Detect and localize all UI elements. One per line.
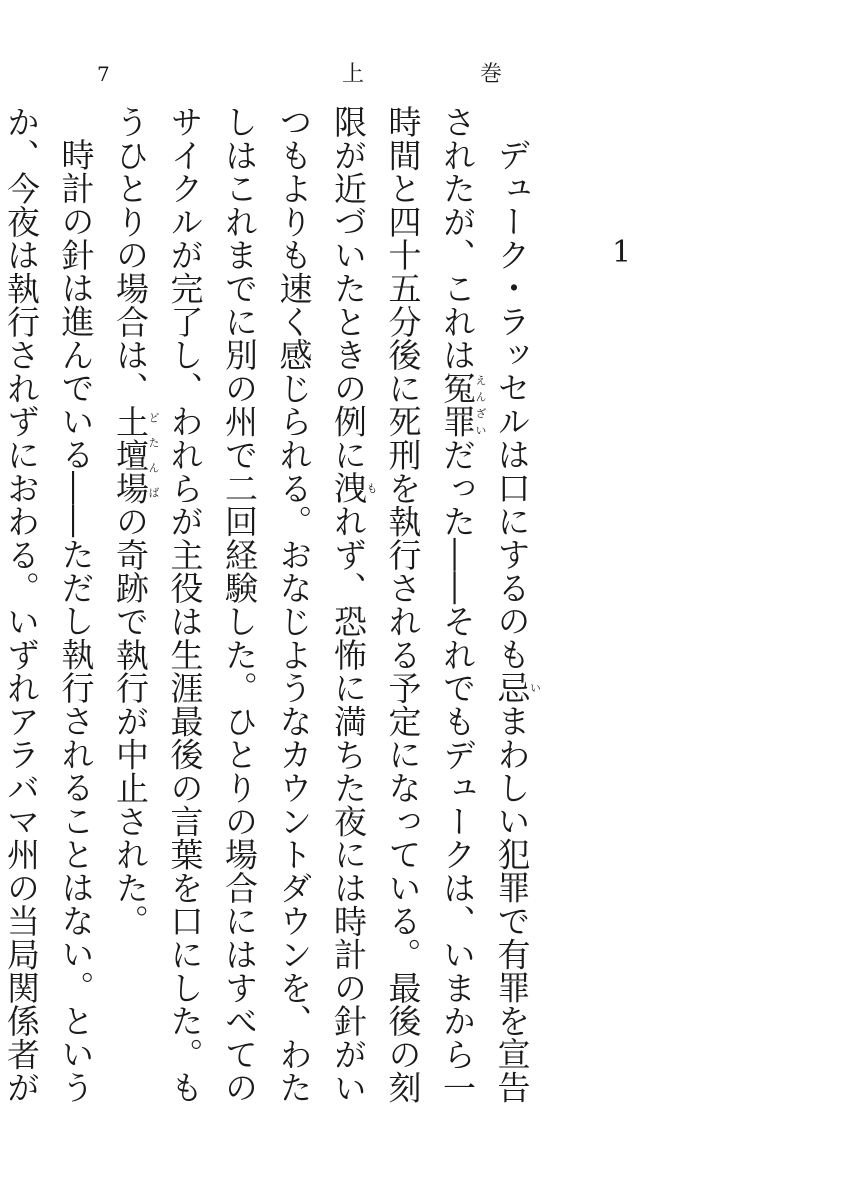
page-number: 7 [97,62,110,86]
ruby-dotanba [111,404,160,505]
paragraph-1 [103,105,542,1115]
ruby-imi [492,670,542,705]
chapter-number: 1 [612,235,632,270]
ruby-dotanba-base: 土壇場 [111,404,150,505]
ruby-imi-base: 忌 [492,670,532,705]
paragraph-1-segment-2: まわしい犯罪で有罪を宣告されたが、これは [438,105,532,1104]
paragraph-1-segment-1: デューク・ラッセルは口にするのも [492,138,532,671]
volume-label [342,64,502,86]
paragraph-1-segment-4: れず、恐怖に満ちた夜には時計の針がいつもよりも速く感じられる。おなじようなカウントダウンを、わたしはこれまでに別の州で二回経験した。ひとりの場合にはすべてのサイクルが完了し、われらが主役は生涯最後の言葉を口にした。もうひとりの場合は、 [111,105,368,1105]
paragraph-1-segment-3: だった――それでもデュークは、いまから一時間と四十五分後に死刑を執行される予定になっている。最後の刻限が近づいたときの例に [329,105,477,1105]
ruby-enzai-reading: えんざい [474,371,487,438]
ruby-more-reading: も [365,471,378,505]
ruby-more [329,471,378,505]
ruby-more-base: 洩 [329,471,368,505]
ruby-enzai [438,371,487,439]
paragraph-1-segment-5: の奇跡で執行が中止された。 [111,504,150,938]
ruby-imi-reading: い [528,670,542,705]
volume-label-char-1: 上 [342,62,365,87]
ruby-dotanba-reading: どたんば [147,404,160,505]
volume-label-char-2: 巻 [479,62,502,87]
ruby-enzai-base: 冤罪 [438,371,477,439]
paragraph-2: 時計の針は進んでいる――ただし執行されることはない。というか、今夜は執行されずにおわる。いずれアラバマ州の当局関係者が [2,105,96,1104]
body-text [0,105,541,1115]
